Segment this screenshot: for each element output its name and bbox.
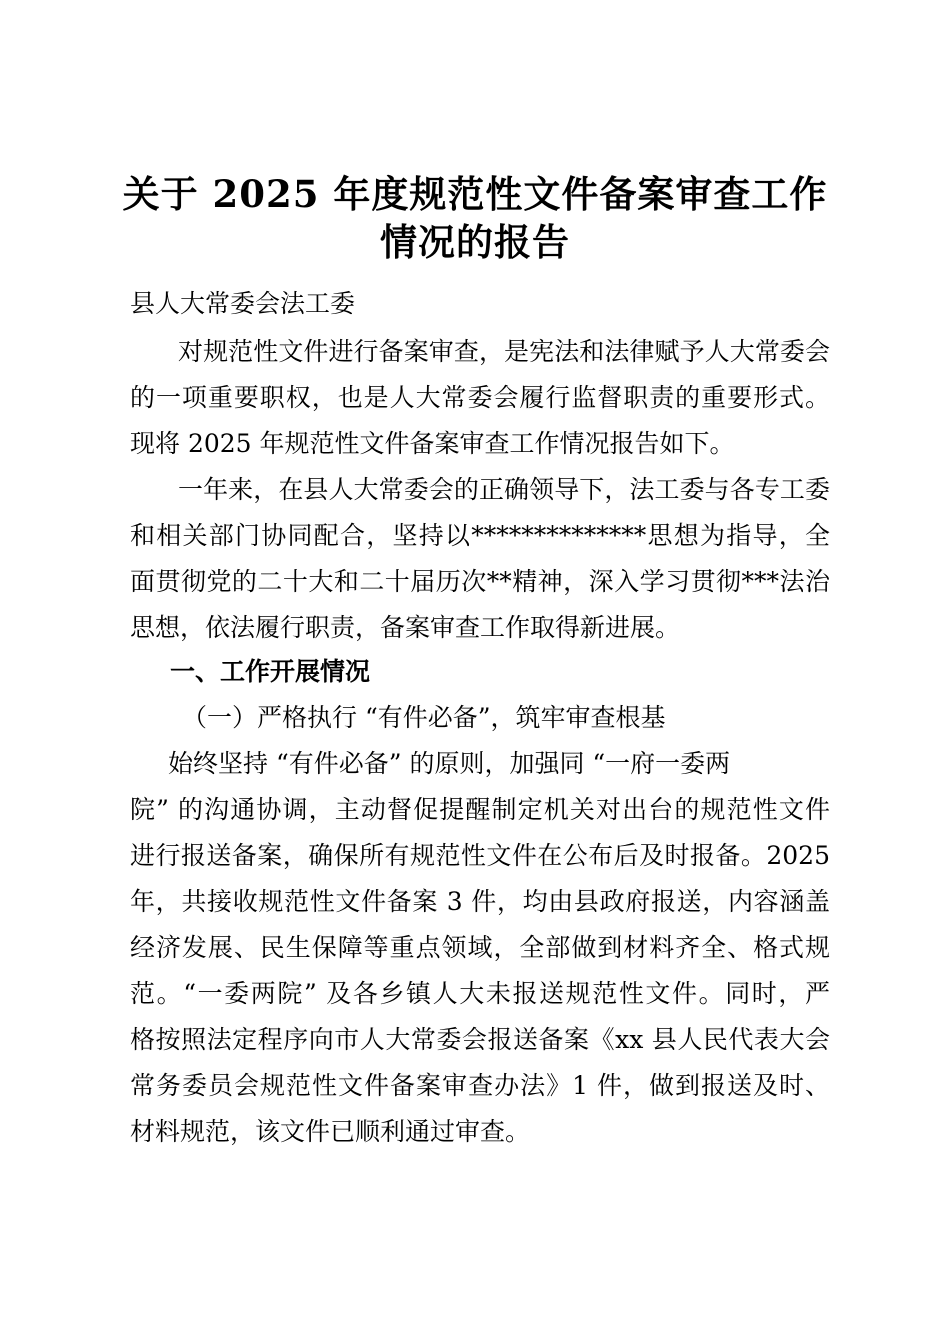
paragraph-line: 和相关部门协同配合，坚持以**************思想为指导，全 — [130, 521, 830, 550]
section-heading: 一、工作开展情况 — [170, 657, 371, 686]
paragraph-line: 格按照法定程序向市人大常委会报送备案《xx 县人民代表大会 — [130, 1025, 830, 1054]
paragraph-line: 思想，依法履行职责，备案审查工作取得新进展。 — [130, 613, 681, 642]
paragraph-line: 材料规范，该文件已顺利通过审查。 — [130, 1117, 531, 1146]
paragraph-line: 面贯彻党的二十大和二十届历次**精神，深入学习贯彻***法治 — [130, 567, 830, 596]
paragraph-line: 常务委员会规范性文件备案审查办法》1 件，做到报送及时、 — [130, 1071, 830, 1100]
paragraph-line: 年，共接收规范性文件备案 3 件，均由县政府报送，内容涵盖 — [130, 887, 830, 916]
paragraph-line: 的一项重要职权，也是人大常委会履行监督职责的重要形式。 — [130, 383, 830, 412]
author-line: 县人大常委会法工委 — [130, 289, 356, 318]
paragraph-line: 经济发展、民生保障等重点领域，全部做到材料齐全、格式规 — [130, 933, 830, 962]
subsection-heading: （一）严格执行 “有件必备”，筑牢审查根基 — [182, 703, 666, 732]
paragraph-line: 范。“一委两院” 及各乡镇人大未报送规范性文件。同时，严 — [130, 979, 830, 1008]
paragraph-line: 对规范性文件进行备案审查，是宪法和法律赋予人大常委会 — [178, 337, 830, 366]
document-title-line-2: 情况的报告 — [380, 220, 570, 264]
paragraph-line: 现将 2025 年规范性文件备案审查工作情况报告如下。 — [130, 429, 735, 458]
paragraph-line: 进行报送备案，确保所有规范性文件在公布后及时报备。2025 — [130, 841, 830, 870]
paragraph-line: 始终坚持 “有件必备” 的原则，加强同 “一府一委两 — [168, 749, 731, 778]
document-title-line-1: 关于 2025 年度规范性文件备案审查工作 — [122, 172, 828, 216]
paragraph-line: 院” 的沟通协调，主动督促提醒制定机关对出台的规范性文件 — [130, 795, 830, 824]
paragraph-line: 一年来，在县人大常委会的正确领导下，法工委与各专工委 — [178, 475, 830, 504]
